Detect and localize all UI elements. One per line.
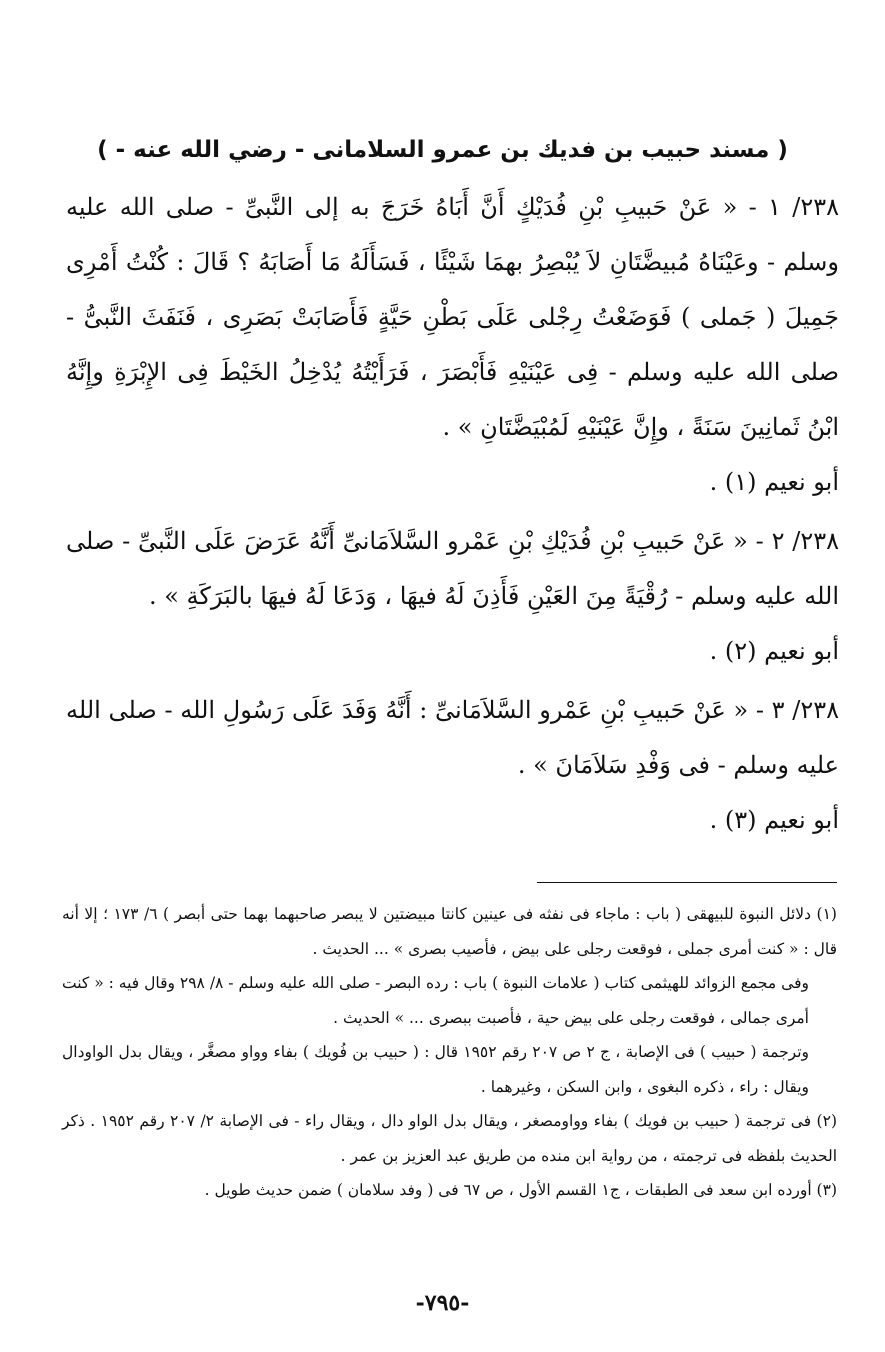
- footnote: (١) دلائل النبوة للبيهقى ( باب : ماجاء فى نفثه فى عينين كانتا مبيضتين لا يبصر صاحبهما بهما حتى أبصر ) ٦/ ١٧٣ ؛ إلا أنه قال : « كنت أمرى جملى ، فوقعت رجلى على بيض ، فأصيب بصرى » ... الحديث .: [62, 905, 837, 958]
- hadith-body: [66, 180, 839, 852]
- section-heading: ( مسند حبيب بن فديك بن عمرو السلامانى - رضي الله عنه - ): [97, 137, 788, 163]
- hadith-text: ٢٣٨/ ١ - « عَنْ حَبيبِ بْنِ فُدَيْكٍ أَنَّ أَبَاهُ خَرَجَ به إلى النَّبىِّ - صلى الله عليه وسلم - وعَيْنَاهُ مُبيضَّتَانِ لاَ يُبْصِرُ بهمَا شَيْئًا ، فَسَأَلَهُ مَا أَصَابَهُ ؟ قَالَ : كُنْتُ أَمْرِى جَمِيلَ ( جَملى ) فَوَضَعْتُ رِجْلى عَلَى بَطْنِ حَيَّةٍ فَأَصَابَتْ بَصَرِى ، فَنَفَثَ النَّبىُّ - صلى الله عليه وسلم - فِى عَيْنَيْهِ فَأَبْصَرَ ، فَرَأَيْتُهُ يُدْخِلُ الخَيْطَ فِى الإِبْرَةِ وإِنَّهُ ابْنُ ثَمانِينَ سَنَةً ، وإِنَّ عَيْنَيْهِ لَمُبْيَضَّتَانِ » .: [66, 193, 839, 441]
- footnote-paragraph: وترجمة ( حبيب ) فى الإصابة ، ج ٢ ص ٢٠٧ رقم ١٩٥٢ قال : ( حبيب بن فُويك ) بفاء وواو مصغَّر ، ويقال بدل الواودال ويقال : راء ، ذكره البغوى ، وابن السكن ، وغيرهما .: [62, 1043, 810, 1096]
- footnote-divider: [537, 882, 837, 883]
- hadith-source: أبو نعيم (٢) .: [709, 637, 839, 665]
- hadith-text: ٢٣٨/ ٢ - « عَنْ حَبيبِ بْنِ فُدَيْكِ بْنِ عَمْرو السَّلاَمَانىِّ أَنَّهُ عَرَضَ عَلَى النَّبىِّ - صلى الله عليه وسلم - رُقْيَةً مِنَ العَيْنِ فَأَذِنَ لَهُ فيهَا ، وَدَعَا لَهُ فيهَا بالبَرَكَةِ » .: [66, 527, 840, 610]
- hadith-source: أبو نعيم (٣) .: [709, 806, 839, 834]
- footnotes: [62, 897, 837, 1208]
- page-number: -٧٩٥-: [415, 1290, 470, 1316]
- hadith-source: أبو نعيم (١) .: [709, 468, 839, 496]
- footnote: (٢) فى ترجمة ( حبيب بن فويك ) بفاء وواومصغر ، ويقال بدل الواو دال ، ويقال راء - فى الإصابة ٢/ ٢٠٧ رقم ١٩٥٢ . ذكر الحديث بلفظه فى ترجمته ، من رواية ابن منده من طريق عبد العزيز بن عمر .: [62, 1112, 837, 1165]
- hadith-text: ٢٣٨/ ٣ - « عَنْ حَبيبِ بْنِ عَمْرو السَّلاَمَانىِّ : أَنَّهُ وَفَدَ عَلَى رَسُولِ الله - صلى الله عليه وسلم - فى وَفْدِ سَلاَمَانَ » .: [66, 696, 839, 779]
- footnote: (٣) أورده ابن سعد فى الطبقات ، ج١ القسم الأول ، ص ٦٧ فى ( وفد سلامان ) ضمن حديث طويل .: [204, 1181, 837, 1199]
- footnote-paragraph: وفى مجمع الزوائد للهيثمى كتاب ( علامات النبوة ) باب : رده البصر - صلى الله عليه وسلم - ٨/ ٢٩٨ وقال فيه : « كنت أمرى جمالى ، فوقعت رجلى على بيض حية ، فأصبت ببصرى ... » الحديث .: [62, 974, 809, 1027]
